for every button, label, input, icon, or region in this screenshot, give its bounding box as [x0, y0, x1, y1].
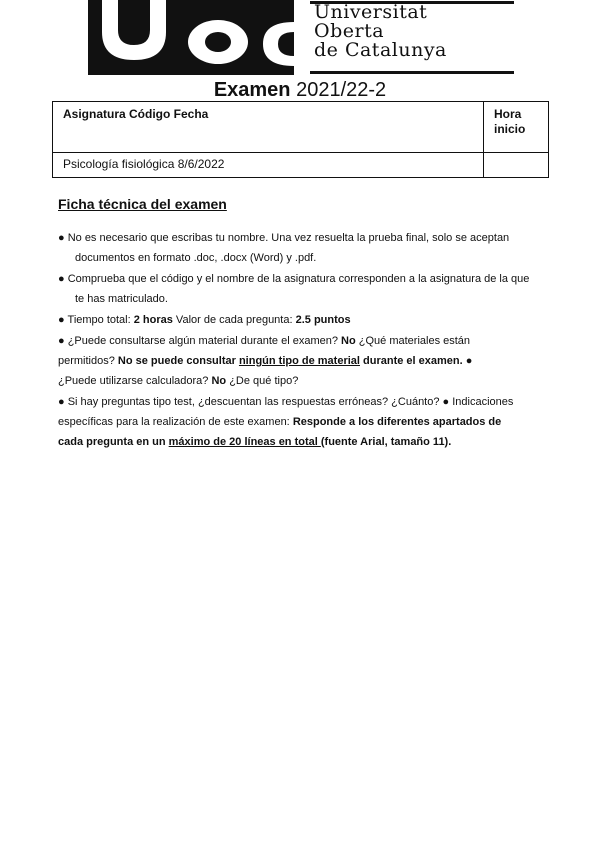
list-item: ● No es necesario que escribas tu nombre. Una vez resuelta la prueba final, solo se aceptan documentos en formato .doc, .docx (Word) y .pdf.: [58, 232, 510, 264]
list-item: ● Tiempo total: 2 horas Valor de cada pregunta: 2.5 puntos: [58, 314, 351, 326]
subject-code-date-value: Psicología fisiológica 8/6/2022: [53, 153, 484, 178]
exam-title: [0, 78, 600, 102]
start-time-value: [484, 153, 549, 178]
logo-line-1: Universitat: [314, 1, 428, 23]
subject-code-date-header: Asignatura Código Fecha: [53, 102, 484, 153]
list-item: ● Si hay preguntas tipo test, ¿descuentan las respuestas erróneas? ¿Cuánto? ● Indicaciones específicas para la realización de este examen: Responde a los diferentes apartados de cada pregunta en un máximo de 20 líneas en total (fuente Arial, tamaño 11).: [58, 396, 514, 448]
logo-wordmark: [314, 3, 447, 60]
logo-rule-bottom: [310, 71, 514, 74]
table-header-row: [53, 102, 549, 153]
uoc-logo-mark: [88, 0, 294, 75]
table-data-row: [53, 153, 549, 178]
list-item: ● ¿Puede consultarse algún material durante el examen? No ¿Qué materiales están permitidos? No se puede consultar ningún tipo de material durante el examen. ● ¿Puede utilizarse calculadora? No ¿De qué tipo?: [58, 335, 473, 387]
exam-instructions: [58, 228, 548, 453]
exam-info-table: [52, 101, 549, 178]
logo-line-2: Oberta: [314, 20, 385, 42]
logo-line-3: de Catalunya: [314, 39, 447, 61]
start-time-header: Hora inicio: [484, 102, 549, 153]
uoc-logo: [88, 0, 514, 76]
list-item: ● Comprueba que el código y el nombre de la asignatura corresponden a la asignatura de la que te has matriculado.: [58, 273, 530, 305]
exam-title-bold: Examen: [213, 79, 291, 101]
uoc-letters-icon: [88, 0, 294, 75]
section-title: Ficha técnica del examen: [58, 196, 227, 212]
exam-title-year: 2021/22-2: [290, 79, 387, 101]
